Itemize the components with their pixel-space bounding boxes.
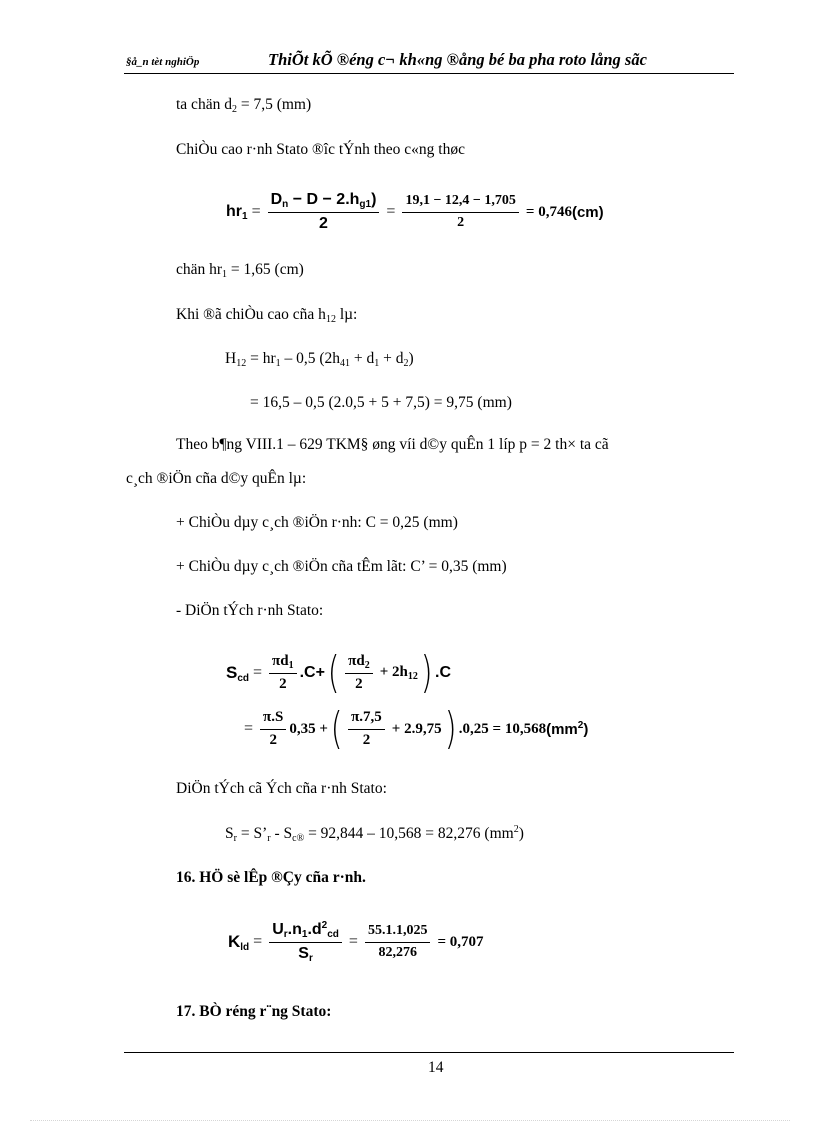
header-right-title: ThiÕt kÕ ®éng c¬ kh«ng ®ång bé ba pha roto lång sãc: [268, 50, 647, 69]
eq3-fraction-2: $\frac{\pi.7,5}{2}$: [348, 709, 385, 749]
para-table-ref-line1: Theo b¶ng VIII.1 – 629 TKM§ øng víi d©y quÊn 1 líp p = 2 th× ta cã: [176, 436, 609, 453]
eq1-lhs: $hr_1$: [226, 202, 248, 222]
eq2-fraction-1: $\frac{\pi d_1}{2}$: [269, 653, 297, 694]
para-slot-area-title: - DiÖn tÝch r·nh Stato:: [176, 602, 324, 619]
eq4-fraction-symbolic: $\frac{U_r.n_1.d^2_{cd}}{S_r}$: [269, 920, 342, 965]
eq4-fraction-numeric: $\frac{55.1.1,025}{82,276}$: [365, 923, 431, 960]
eq3-fraction-1: $\frac{\pi.S}{2}$: [260, 709, 286, 749]
para-insulation-liner: + ChiÒu dµy c¸ch ®iÖn cña tÊm lãt: C’ = 0,35 (mm): [176, 558, 507, 575]
page-number: 14: [428, 1059, 444, 1076]
eq2-right-paren: ): [420, 647, 433, 698]
eq3-left-paren: (: [330, 703, 343, 754]
eq1-fraction-numeric: $\frac{19,1 - 12,4 - 1,705}{2}$: [402, 193, 518, 230]
para-table-ref-line2: c¸ch ®iÖn cña d©y quÊn lµ:: [126, 470, 307, 487]
para-choose-hr1: chän $hr_1 = 1,65$ (cm): [176, 261, 304, 280]
formula-Sr: $S_r$ = $S’_r - S_{c®} = 92,844 - 10,568 = 82,276$ $(mm^2)$: [225, 824, 524, 844]
header-rule: [124, 73, 734, 74]
section-heading-16: 16. HÖ sè lÊp ®Çy cña r·nh.: [176, 869, 366, 886]
eq3-right-paren: ): [444, 703, 457, 754]
eq3-unit: $(mm^2)$: [546, 720, 589, 738]
para-h12-height: Khi ®ã chiÒu cao cña $h_{12}$ lµ:: [176, 306, 358, 325]
para-useful-area-title: DiÖn tÝch cã Ých cña r·nh Stato:: [176, 780, 387, 797]
eq1-result: = 0,746: [525, 203, 572, 220]
footer-rule: [124, 1052, 734, 1053]
formula-H12: $H_{12} = hr_1 - 0,5$ $(2h_{41} + d_1 + d_2)$: [225, 350, 414, 369]
para-insulation-slot: + ChiÒu dµy c¸ch ®iÖn r·nh: C = 0,25 (mm): [176, 514, 458, 531]
eq1-fraction-symbolic: $\frac{D_n - D - 2.h_{g1})}{2}$: [268, 191, 380, 234]
equation-hr1: $hr_1$ = $\frac{D_n - D - 2.h_{g1})}{2}$ = $\frac{19,1 - 12,4 - 1,705}{2}$ = 0,746 (cm): [226, 190, 604, 233]
formula-H12-value: = 16,5 – 0,5 (2.0,5 + 5 + 7,5) = 9,75 (mm): [250, 394, 512, 411]
eq2-fraction-2: $\frac{\pi d_2}{2}$: [345, 653, 373, 694]
equation-Scd-value: = $\frac{\pi.S}{2}$ 0,35 + ( $\frac{\pi.7,5}{2}$ + 2.9,75 ) .0,25 = 10,568 $(mm^2)$: [244, 703, 589, 754]
equation-Scd: $S_{cd}$ = $\frac{\pi d_1}{2}$ .C+ ( $\frac{\pi d_2}{2}$ + $2h_{12}$ ) .C: [226, 647, 451, 698]
header-left-title: §å_n tèt nghiÖp: [126, 56, 200, 68]
eq4-result: = 0,707: [437, 933, 484, 950]
eq2-left-paren: (: [327, 647, 340, 698]
section-heading-17: 17. BÒ réng r¨ng Stato:: [176, 1003, 332, 1020]
page-bottom-dotted-line: [30, 1120, 790, 1121]
eq1-result-unit: (cm): [571, 203, 604, 221]
para-slot-height: ChiÒu cao r·nh Stato ®îc tÝnh theo c«ng thøc: [176, 141, 465, 158]
para-choose-d2: ta chän $d_2 = 7,5$ (mm): [176, 96, 312, 115]
eq4-lhs: $K_{ld}$: [228, 931, 250, 953]
eq2-lhs: $S_{cd}$: [226, 662, 250, 684]
equation-Kld: $K_{ld}$ = $\frac{U_r.n_1.d^2_{cd}}{S_r}$ = $\frac{55.1.1,025}{82,276}$ = 0,707: [228, 919, 484, 964]
